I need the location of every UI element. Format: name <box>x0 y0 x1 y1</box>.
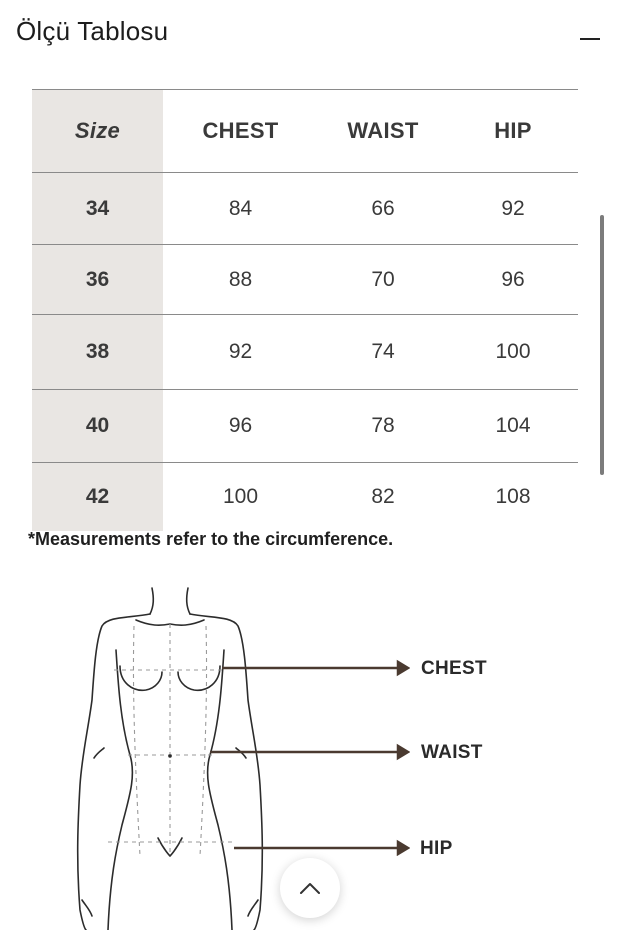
size-cell: 34 <box>32 173 163 245</box>
waist-cell: 74 <box>318 315 448 390</box>
scrollbar[interactable] <box>600 215 604 475</box>
hip-cell: 104 <box>448 390 578 463</box>
table-header-row <box>32 90 578 173</box>
size-cell: 40 <box>32 390 163 463</box>
waist-cell: 82 <box>318 463 448 532</box>
waist-cell: 70 <box>318 245 448 315</box>
size-cell: 38 <box>32 315 163 390</box>
hip-cell: 108 <box>448 463 578 532</box>
measurement-arrows <box>210 656 410 856</box>
close-icon[interactable] <box>580 38 600 40</box>
hip-cell: 96 <box>448 245 578 315</box>
measurement-footnote: *Measurements refer to the circumference. <box>28 529 394 549</box>
column-header-size: Size <box>32 90 163 173</box>
table-row <box>32 245 578 315</box>
table-row <box>32 315 578 390</box>
size-chart-table <box>32 89 578 531</box>
page-title: Ölçü Tablosu <box>16 16 169 46</box>
chest-cell: 92 <box>163 315 318 390</box>
chest-cell: 96 <box>163 390 318 463</box>
chest-cell: 84 <box>163 173 318 245</box>
scroll-to-top-button[interactable] <box>280 858 340 918</box>
size-cell: 42 <box>32 463 163 532</box>
chest-cell: 88 <box>163 245 318 315</box>
hip-cell: 92 <box>448 173 578 245</box>
waist-cell: 78 <box>318 390 448 463</box>
waist-cell: 66 <box>318 173 448 245</box>
size-cell: 36 <box>32 245 163 315</box>
waist-label: WAIST <box>421 742 483 763</box>
chevron-up-icon <box>299 881 321 895</box>
column-header-chest: CHEST <box>163 90 318 173</box>
hip-label: HIP <box>420 838 453 859</box>
column-header-waist: WAIST <box>318 90 448 173</box>
chest-label: CHEST <box>421 658 487 679</box>
column-header-hip: HIP <box>448 90 578 173</box>
table-row <box>32 173 578 245</box>
chest-cell: 100 <box>163 463 318 532</box>
table-row <box>32 463 578 532</box>
table-row <box>32 390 578 463</box>
hip-cell: 100 <box>448 315 578 390</box>
